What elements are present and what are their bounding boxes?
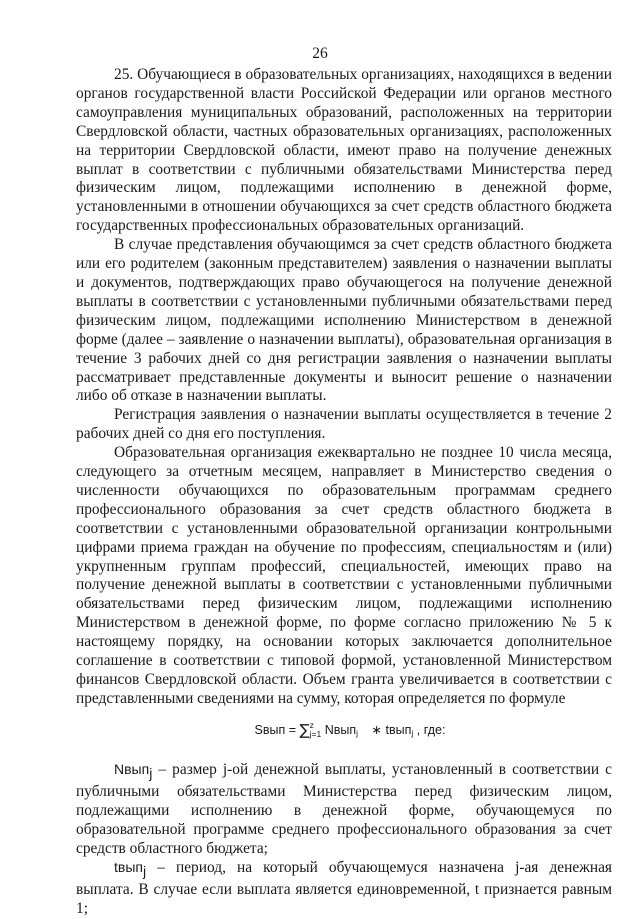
formula-tail: , где: (416, 722, 446, 737)
sum-lower-limit: j=1 (309, 728, 322, 739)
formula-term-payment-index: j (356, 727, 359, 738)
sum-limits (310, 721, 322, 739)
definition-text: – период, на который обучающемуся назначена j-ая денежная выплата. В случае если выплата является единовременной, t признается равным 1; (76, 859, 612, 918)
formula-lhs: Sвып (254, 722, 286, 737)
formula-term-payment: Nвып (324, 722, 357, 737)
page-number: 26 (312, 45, 328, 62)
sum-upper-limit: z (309, 719, 314, 730)
formula-times: ∗ (371, 722, 383, 737)
grant-formula (76, 719, 612, 744)
formula-term-period: tвып (385, 722, 412, 737)
definition-payment-size (76, 760, 612, 859)
sum-symbol: ∑ (299, 720, 310, 739)
definition-text: – размер j-ой денежной выплаты, установленный в соответствии с публичными обязательствами Министерства перед физическим лицом, подлежащими исполнению в денежной форме, обучающемуся по образовательной программе среднего профессионального образования за счет средств областного бюджета; (76, 760, 612, 857)
document-body (76, 66, 612, 919)
paragraph-quarterly-report: Образовательная организация ежеквартально не позднее 10 числа месяца, следующего за отчетным месяцем, направляет в Министерство сведения о численности обучающихся по образовательным программам среднего профессионального образования за счет средств областного бюджета в соответствии с установленными образовательной организации контрольными цифрами приема граждан на обучение по профессиям, специальностям и (или) укрупненным группам профессий, специальностей, имеющих право на получение денежной выплаты в соответствии с установленными публичными обязательствами перед физическим лицом, подлежащими исполнению Министерством в денежной форме, по форме согласно приложению № 5 к настоящему порядку, на основании которых заключается дополнительное соглашение в соответствии с типовой формой, установленной Министерством финансов Свердловской области. Объем гранта увеличивается в соответствии с представленными сведениями на сумму, которая определяется по формуле (76, 444, 612, 707)
formula-term-period-index: j (411, 727, 414, 738)
definition-payment-period (76, 858, 612, 919)
paragraph-application: В случае представления обучающимся за счет средств областного бюджета или его родителем (законным представителем) заявления о назначении выплаты и документов, подтверждающих право обучающегося на получение денежной выплаты в соответствии с установленными публичными обязательствами перед физическим лицом, подлежащими исполнению Министерством в денежной форме (далее – заявление о назначении выплаты), образовательная организация в течение 3 рабочих дней со дня регистрации заявления о назначении выплаты рассматривает представленные документы и выносит решение о назначении либо об отказе в назначении выплаты. (76, 236, 612, 405)
definition-symbol-index: j (149, 764, 153, 781)
formula-equals: = (288, 722, 297, 737)
paragraph-registration: Регистрация заявления о назначении выплаты осуществляется в течение 2 рабочих дней со дня его поступления. (76, 406, 612, 443)
definition-symbol: Nвып (114, 760, 150, 777)
paragraph-25: 25. Обучающиеся в образовательных организациях, находящихся в ведении органов государственной власти Российской Федерации или органов местного самоуправления муниципальных образований, расположенных на территории Свердловской области, частных образовательных организациях, расположенных на территории Свердловской области, имеют право на получение денежных выплат в соответствии с публичными обязательствами Министерства перед физическим лицом, подлежащими исполнению в денежной форме, установленными в отношении обучающихся за счет средств областного бюджета государственных профессиональных образовательных организаций. (76, 66, 612, 235)
definition-symbol: tвып (114, 859, 143, 876)
definition-symbol-index: j (142, 863, 147, 880)
